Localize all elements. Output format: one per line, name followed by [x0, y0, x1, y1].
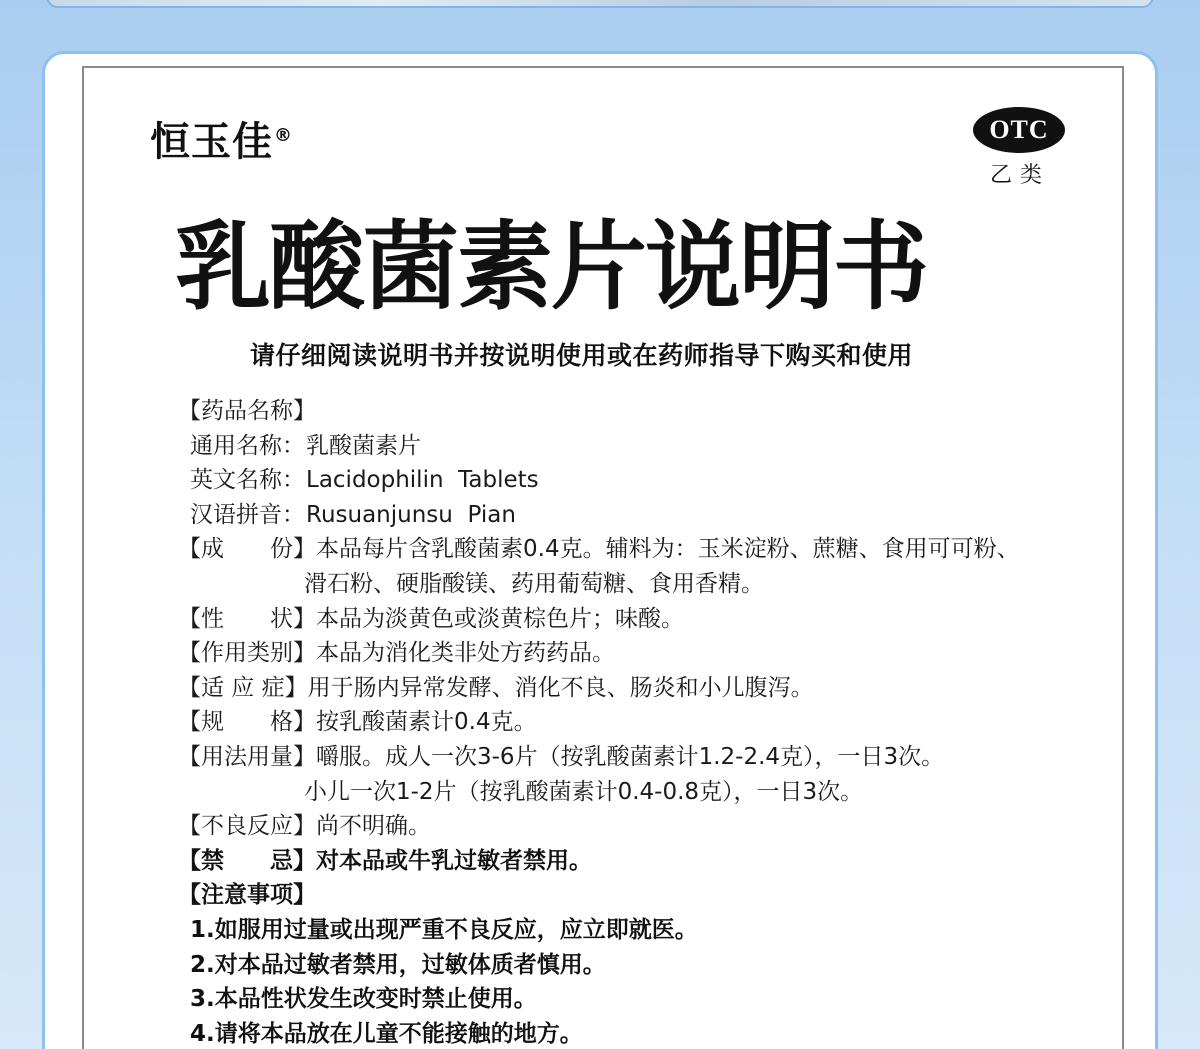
category-label: 【作用类别】: [178, 640, 316, 667]
pinyin-label: 汉语拼音：: [190, 501, 305, 528]
notes-header: 【注意事项】: [178, 882, 316, 909]
page-subtitle: 请仔细阅读说明书并按说明使用或在药师指导下购买和使用: [250, 341, 914, 370]
adverse-value: 尚不明确。: [316, 813, 431, 840]
drug-name-header: 【药品名称】: [178, 398, 316, 424]
spec-row: [178, 705, 1058, 740]
indication-row: [178, 671, 1058, 706]
pinyin-row: [178, 498, 1058, 533]
top-image-strip: [46, 0, 1154, 8]
composition-value-line1: 本品每片含乳酸菌素0.4克。辅料为：玉米淀粉、蔗糖、食用可可粉、: [316, 536, 1020, 563]
generic-name-row: [178, 429, 1058, 464]
composition-label: 【成 份】: [178, 536, 316, 563]
generic-name-label: 通用名称：: [190, 432, 305, 459]
spec-label: 【规 格】: [178, 709, 316, 736]
note-item: 4.请将本品放在儿童不能接触的地方。: [190, 1020, 583, 1047]
usage-label: 【用法用量】: [178, 743, 316, 770]
composition-value-line2: 滑石粉、硬脂酸镁、药用葡萄糖、食用香精。: [304, 570, 764, 597]
leaflet-content: [178, 394, 1058, 1049]
character-label: 【性 状】: [178, 605, 316, 632]
otc-class-label: 乙类: [990, 163, 1051, 188]
composition-row: [178, 532, 1058, 567]
brand-logo: [150, 110, 293, 167]
character-row: [178, 602, 1058, 637]
english-name-value: Lacidophilin Tablets: [306, 467, 539, 494]
adverse-row: [178, 809, 1058, 844]
note-item: 3.本品性状发生改变时禁止使用。: [190, 986, 537, 1013]
english-name-label: 英文名称：: [190, 467, 305, 494]
pinyin-value: Rusuanjunsu Pian: [306, 501, 516, 528]
page-title: 乳酸菌素片说明书: [175, 211, 927, 323]
character-value: 本品为淡黄色或淡黄棕色片；味酸。: [316, 605, 684, 632]
registered-mark: ®: [274, 124, 293, 146]
english-name-row: [178, 463, 1058, 498]
section-drug-name: [178, 394, 1058, 429]
contraindication-label: 【禁 忌】: [178, 847, 316, 874]
indication-value: 用于肠内异常发酵、消化不良、肠炎和小儿腹泻。: [307, 674, 814, 701]
usage-value-line1: 嚼服。成人一次3-6片（按乳酸菌素计1.2-2.4克），一日3次。: [316, 743, 945, 770]
notes-header-row: [178, 878, 1058, 913]
otc-badge: OTC: [973, 107, 1065, 153]
usage-row: [178, 740, 1058, 775]
note-item: 2.对本品过敏者禁用，过敏体质者慎用。: [190, 951, 606, 978]
contraindication-value: 对本品或牛乳过敏者禁用。: [316, 847, 592, 874]
generic-name-value: 乳酸菌素片: [306, 432, 421, 459]
category-value: 本品为消化类非处方药药品。: [316, 640, 615, 667]
contraindication-row: [178, 844, 1058, 879]
spec-value: 按乳酸菌素计0.4克。: [316, 709, 537, 736]
note-item: 1.如服用过量或出现严重不良反应，应立即就医。: [190, 916, 698, 943]
usage-value-line2: 小儿一次1-2片（按乳酸菌素计0.4-0.8克），一日3次。: [304, 778, 864, 805]
adverse-label: 【不良反应】: [178, 813, 316, 840]
category-row: [178, 636, 1058, 671]
brand-name: 恒玉佳: [150, 119, 273, 165]
indication-label: 【适 应 症】: [178, 674, 308, 701]
